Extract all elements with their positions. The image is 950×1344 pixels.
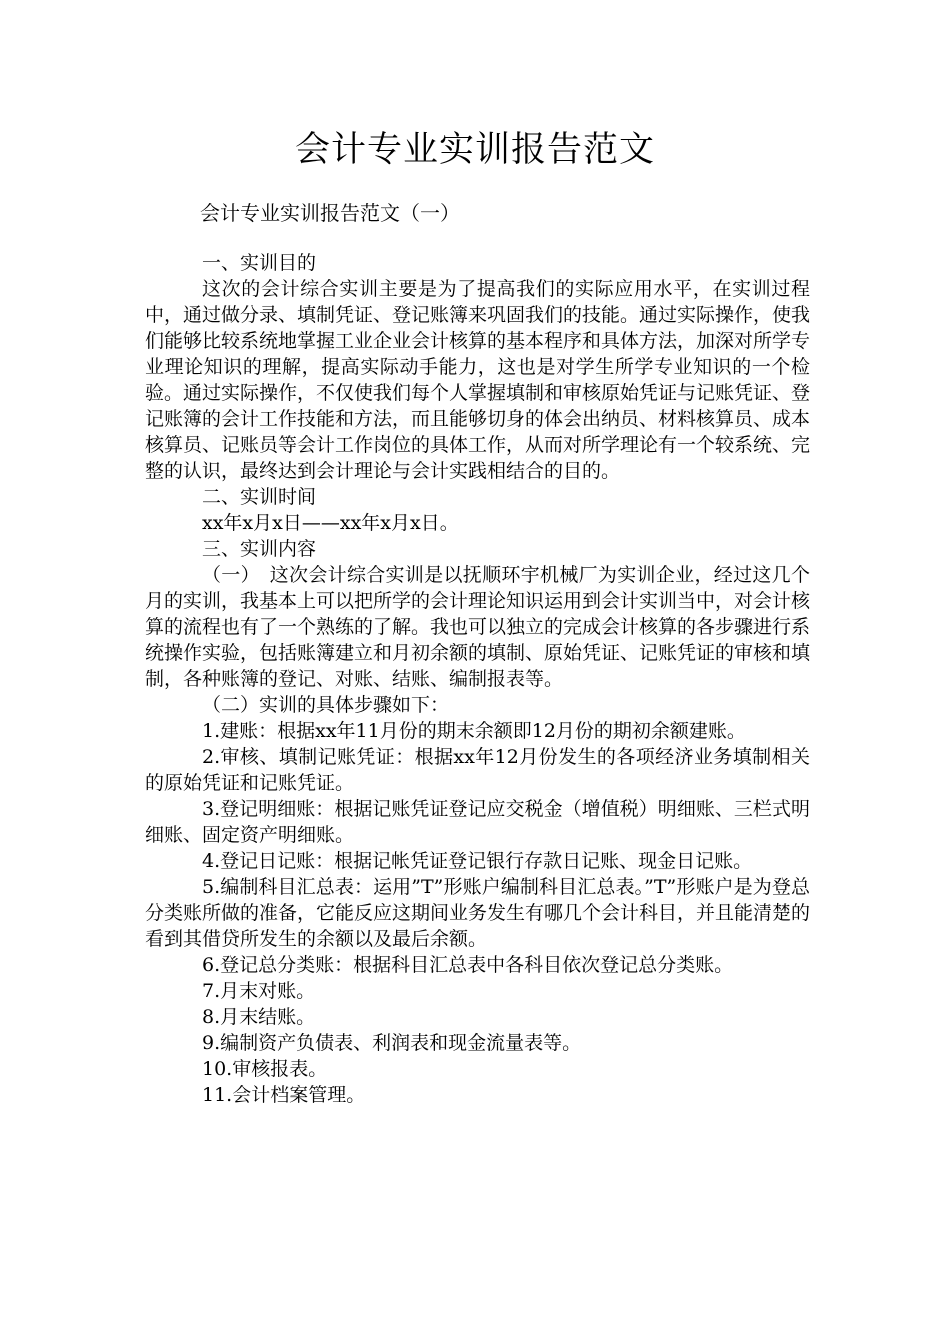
step-item: 4.登记日记账：根据记帐凭证登记银行存款日记账、现金日记账。 [202, 850, 753, 872]
step-item: 1.建账：根据xx年11月份的期末余额即12月份的期初余额建账。 [202, 720, 746, 742]
page-title: 会计专业实训报告范文 [294, 130, 655, 170]
document-body [145, 250, 810, 1108]
step-item: 11.会计档案管理。 [202, 1084, 366, 1106]
content-part2-heading: （二）实训的具体步骤如下： [202, 694, 450, 716]
step-item: 3.登记明细账：根据记账凭证登记应交税金（增值税）明细账、三栏式明细账、固定资产明细账。 [145, 798, 810, 846]
step-item: 9.编制资产负债表、利润表和现金流量表等。 [202, 1032, 582, 1054]
step-item: 10.审核报表。 [202, 1058, 328, 1080]
step-item: 2.审核、填制记账凭证：根据xx年12月份发生的各项经济业务填制相关的原始凭证和记账凭证。 [145, 746, 810, 794]
time-paragraph: xx年x月x日——xx年x月x日。 [202, 512, 459, 534]
purpose-paragraph: 这次的会计综合实训主要是为了提高我们的实际应用水平，在实训过程中，通过做分录、填制凭证、登记账簿来巩固我们的技能。通过实际操作，使我们能够比较系统地掌握工业企业会计核算的基本程序和具体方法，加深对所学专业理论知识的理解，提高实际动手能力，这也是对学生所学专业知识的一个检验。通过实际操作，不仅使我们每个人掌握填制和审核原始凭证与记账凭证、登记账簿的会计工作技能和方法，而且能够切身的体会出纳员、材料核算员、成本核算员、记账员等会计工作岗位的具体工作，从而对所学理论有一个较系统、完整的认识，最终达到会计理论与会计实践相结合的目的。 [145, 278, 811, 482]
section-heading-purpose: 一、实训目的 [202, 252, 317, 274]
content-part1-paragraph: （一） 这次会计综合实训是以抚顺环宇机械厂为实训企业，经过这几个月的实训，我基本上可以把所学的会计理论知识运用到会计实训当中，对会计核算的流程也有了一个熟练的了解。我也可以独立的完成会计核算的各步骤进行系统操作实验，包括账簿建立和月初余额的填制、原始凭证、记账凭证的审核和填制，各种账簿的登记、对账、结账、编制报表等。 [145, 564, 811, 690]
step-item: 8.月末结账。 [202, 1006, 316, 1028]
step-item: 7.月末对账。 [202, 980, 316, 1002]
step-item: 6.登记总分类账：根据科目汇总表中各科目依次登记总分类账。 [202, 954, 734, 976]
step-item: 5.编制科目汇总表：运用”T”形账户编制科目汇总表。”T”形账户是为登总分类账所做的准备，它能反应这期间业务发生有哪几个会计科目，并且能清楚的看到其借贷所发生的余额以及最后余额。 [145, 876, 811, 950]
page-subtitle: 会计专业实训报告范文（一） [200, 201, 460, 225]
section-heading-time: 二、实训时间 [202, 486, 317, 508]
section-heading-content: 三、实训内容 [202, 538, 317, 560]
